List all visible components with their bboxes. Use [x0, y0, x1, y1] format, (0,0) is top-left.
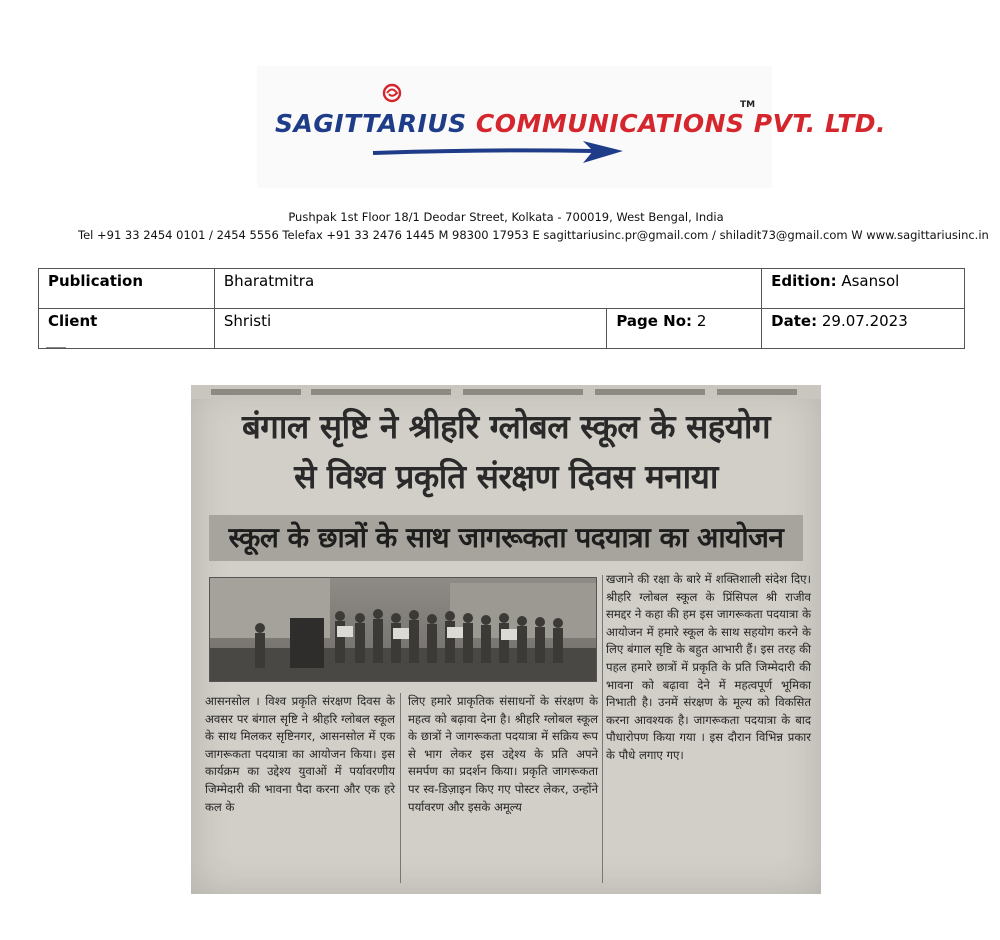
date-value: 29.07.2023	[821, 312, 908, 330]
divider	[46, 347, 66, 348]
cropped-previous-article	[191, 385, 821, 399]
page-number-value: 2	[696, 312, 707, 330]
date-cell	[762, 309, 965, 349]
logo-brand-text: SAGITTARIUS	[275, 109, 467, 138]
article-column-1: आसनसोल । विश्व प्रकृति संरक्षण दिवस के अवसर पर बंगाल सृष्टि ने श्रीहरि ग्लोबल स्कूल के साथ मिलकर सृष्टिनगर, आसनसोल में एक जागरूकता पदयात्रा का आयोजन किया। इस कार्यक्रम का उद्देश्य युवाओं में पर्यावरणीय जिम्मेदारी की भावना पैदा करना और एक हरे कल के	[205, 694, 395, 814]
table-row	[39, 269, 965, 309]
table-row	[39, 309, 965, 349]
newspaper-clipping	[191, 385, 821, 894]
headline-line-2: से विश्व प्रकृति संरक्षण दिवस मनाया	[294, 457, 718, 496]
article-column-2: लिए हमारे प्राकृतिक संसाधनों के संरक्षण के महत्व को बढ़ावा देना है। श्रीहरि ग्लोबल स्कूल के छात्रों ने जागरूकता पदयात्रा में सक्रिय रूप से भाग लेकर इस उद्देश्य के प्रति अपने समर्पण का प्रदर्शन किया। प्रकृति जागरूकता पर स्व-डिज़ाइन किए गए पोस्टर लेकर, उन्होंने पर्यावरण और इसके अमूल्य	[408, 694, 598, 814]
client-label: Client	[48, 312, 98, 330]
column-divider	[400, 693, 401, 883]
page-number-cell	[607, 309, 762, 349]
edition-cell	[762, 269, 965, 309]
column-divider	[602, 575, 603, 883]
publication-label-cell	[39, 269, 215, 309]
logo-company-text: COMMUNICATIONS PVT. LTD.	[475, 109, 887, 138]
contact-line: Tel +91 33 2454 0101 / 2454 5556 Telefax +91 33 2476 1445 M 98300 17953 E sagittariusinc.pr@gmail.com / shiladit73@gmail.com W www.sagittariusinc.in	[78, 228, 989, 242]
edition-value: Asansol	[841, 272, 900, 290]
client-value: Shristi	[223, 312, 272, 330]
client-label-cell	[39, 309, 215, 349]
company-logo	[257, 66, 887, 188]
address-line: Pushpak 1st Floor 18/1 Deodar Street, Kolkata - 700019, West Bengal, India	[288, 210, 724, 224]
page-number-label: Page No:	[616, 312, 693, 330]
logo-wordmark	[275, 109, 886, 138]
edition-label: Edition:	[771, 272, 837, 290]
client-value-cell	[214, 309, 606, 349]
publication-label: Publication	[48, 272, 144, 290]
trademark-mark: TM	[740, 100, 756, 110]
subheadline: स्कूल के छात्रों के साथ जागरूकता पदयात्रा का आयोजन	[209, 515, 803, 561]
publication-value: Bharatmitra	[223, 272, 315, 290]
arrow-icon	[371, 137, 627, 167]
date-label: Date:	[771, 312, 818, 330]
publication-value-cell	[214, 269, 761, 309]
headline-line-1: बंगाल सृष्टि ने श्रीहरि ग्लोबल स्कूल के सहयोग	[241, 407, 771, 446]
logo-swirl-icon	[381, 82, 403, 104]
article-column-3: खजाने की रक्षा के बारे में शक्तिशाली संदेश दिए। श्रीहरि ग्लोबल स्कूल के प्रिंसिपल श्री राजीव समद्दर ने कहा की हम इस जागरूकता पदयात्रा के आयोजन में हमारे स्कूल के साथ सहयोग करने के लिए बंगाल सृष्टि के बहुत आभारी हैं। इस तरह की पहल हमारे छात्रों में प्रकृति के प्रति जिम्मेदारी की भावना को बढ़ावा देने में महत्वपूर्ण भूमिका निभाती है। उनमें संरक्षण के मूल्य को विकसित करना आवश्यक है। जागरूकता पदयात्रा के बाद पौधारोपण किया गया । इस दौरान विभिन्न प्रकार के पौधे लगाए गए।	[606, 572, 811, 762]
news-photo	[209, 577, 597, 682]
clipping-info-table	[38, 268, 965, 349]
